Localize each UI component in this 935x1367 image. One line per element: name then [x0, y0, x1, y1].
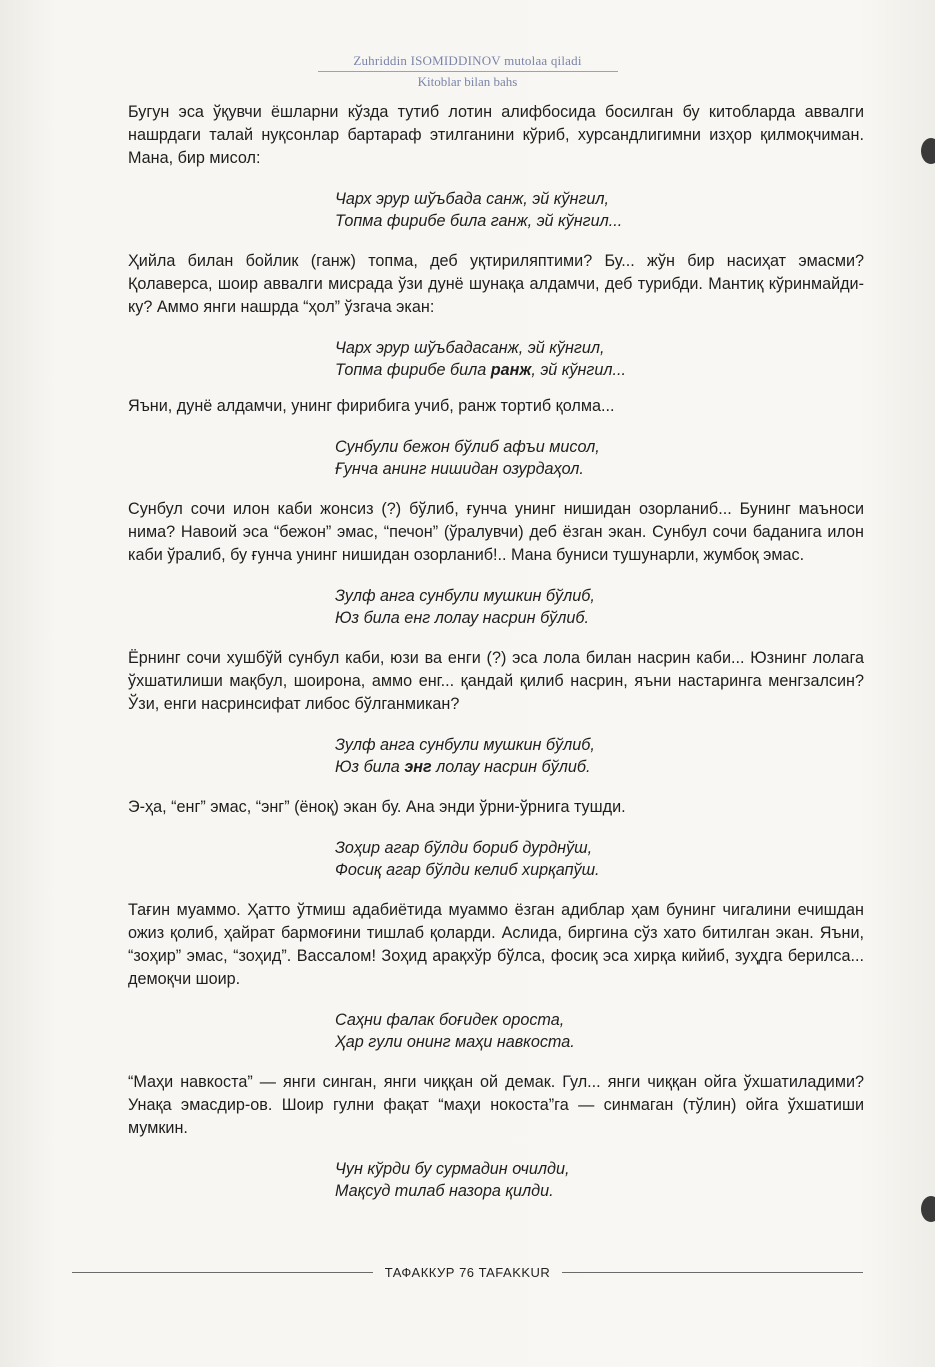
footer-rule-right	[562, 1272, 863, 1273]
verse	[128, 585, 864, 629]
verse-line: Ғунча анинг нишидан озурдаҳол.	[335, 460, 584, 478]
paragraph: Ҳийла билан бойлик (ганж) топма, деб уқтириляптими? Бу... жўн бир насиҳат эмасми? Қолаверса, шоир аввалги мисрада ўзи дунё шунақа алдамчи, деб турибди. Мантиқ кўринмайди-ку? Аммо янги нашрда “ҳол” ўзгача экан:	[128, 252, 864, 316]
verse	[128, 1009, 864, 1053]
verse	[128, 188, 864, 232]
header-author: Zuhriddin ISOMIDDINOV mutolaa qiladi	[353, 53, 582, 68]
binder-hole	[921, 1196, 935, 1222]
paragraph: Бугун эса ўқувчи ёшларни кўзда тутиб лотин алифбосида босилган бу китобларда аввалги нашрдаги талай нуқсонлар бартараф этилганини кўриб, хурсандлигимни изҳор қилмоқчиман. Мана, бир мисол:	[128, 103, 864, 167]
header-rule	[318, 71, 618, 72]
verse-line: Топма фирибе била ганж, эй кўнгил...	[335, 212, 623, 230]
emphasized-word: ранж	[490, 361, 532, 379]
verse	[128, 337, 864, 381]
verse-line: Мақсуд тилаб назора қилди.	[335, 1182, 554, 1200]
verse-line: Чун кўрди бу сурмадин очилди,	[335, 1160, 570, 1178]
verse	[128, 1158, 864, 1202]
verse-line: Юз била енг лолау насрин бўлиб.	[335, 609, 590, 627]
verse-line: Фосиқ агар бўлди келиб хирқапўш.	[335, 861, 600, 879]
page-footer	[72, 1262, 863, 1282]
page-number: 76	[459, 1264, 475, 1280]
verse-line: Сунбули бежон бўлиб афъи мисол,	[335, 438, 600, 456]
verse-line: Ҳар гули онинг маҳи навкоста.	[335, 1033, 575, 1051]
article-body	[128, 101, 864, 1202]
verse	[128, 734, 864, 778]
verse-line: Чарх эрур шўъбадасанж, эй кўнгил,	[335, 339, 605, 357]
footer-text	[373, 1265, 563, 1280]
footer-rule-left	[72, 1272, 373, 1273]
header-section: Kitoblar bilan bahs	[417, 74, 518, 89]
paragraph: Э-ҳа, “енг” эмас, “энг” (ёноқ) экан бу. Ана энди ўрни-ўрнига тушди.	[128, 798, 626, 816]
paragraph: Ёрнинг сочи хушбўй сунбул каби, юзи ва енги (?) эса лола билан насрин каби... Юзнинг лолага ўхшатилиши мақбул, шоирона, аммо енг... қандай қилиб насрин, яъни настаринга менгзалсин? Ўзи, енги насринсифат либос бўлганмикан?	[128, 649, 864, 713]
verse-line: Зулф анга сунбули мушкин бўлиб,	[335, 587, 595, 605]
running-header	[0, 52, 935, 91]
verse-line: Зоҳир агар бўлди бориб дурднўш,	[335, 839, 593, 857]
binder-hole	[921, 138, 935, 164]
verse	[128, 436, 864, 480]
journal-name-cyrillic: ТАФАККУР	[384, 1264, 455, 1280]
verse-line: Саҳни фалак боғидек ороста,	[335, 1011, 565, 1029]
verse-line: Юз била энг лолау насрин бўлиб.	[335, 758, 591, 776]
verse	[128, 837, 864, 881]
emphasized-word: энг	[404, 758, 432, 776]
paragraph: Сунбул сочи илон каби жонсиз (?) бўлиб, ғунча унинг нишидан озорланиб... Бунинг маъноси нима? Навоий эса “бежон” эмас, “печон” (ўралувчи) деб ёзган экан. Сунбул сочи баданига илон каби ўралиб, бу ғунча унинг нишидан озорланиб!.. Мана буниси тушунарли, жумбоқ эмас.	[128, 500, 864, 564]
paragraph: “Маҳи навкоста” — янги синган, янги чиққан ой демак. Гул... янги чиққан ойга ўхшатиладими? Унақа эмасдир-ов. Шоир гулни фақат “маҳи нокоста”га — синмаган (тўлин) ойга ўхшатиши мумкин.	[128, 1073, 864, 1137]
verse-line: Чарх эрур шўъбада санж, эй кўнгил,	[335, 190, 609, 208]
paragraph: Яъни, дунё алдамчи, унинг фирибига учиб, ранж тортиб қолма...	[128, 397, 615, 415]
paragraph: Тағин муаммо. Ҳатто ўтмиш адабиётида муаммо ёзган адиблар ҳам бунинг чигалини ечишдан ожиз қолиб, ҳайрат бармоғини тишлаб қоларди. Аслида, биргина сўз хато битилган экан. Яъни, “зоҳир” эмас, “зоҳид”. Вассалом! Зоҳид арақхўр бўлса, фосиқ эса хирқа кийиб, зуҳдга берилса... демоқчи шоир.	[128, 901, 864, 988]
journal-name-latin: TAFAKKUR	[478, 1264, 551, 1280]
verse-line: Зулф анга сунбули мушкин бўлиб,	[335, 736, 595, 754]
verse-line: Топма фирибе била ранж, эй кўнгил...	[335, 361, 627, 379]
